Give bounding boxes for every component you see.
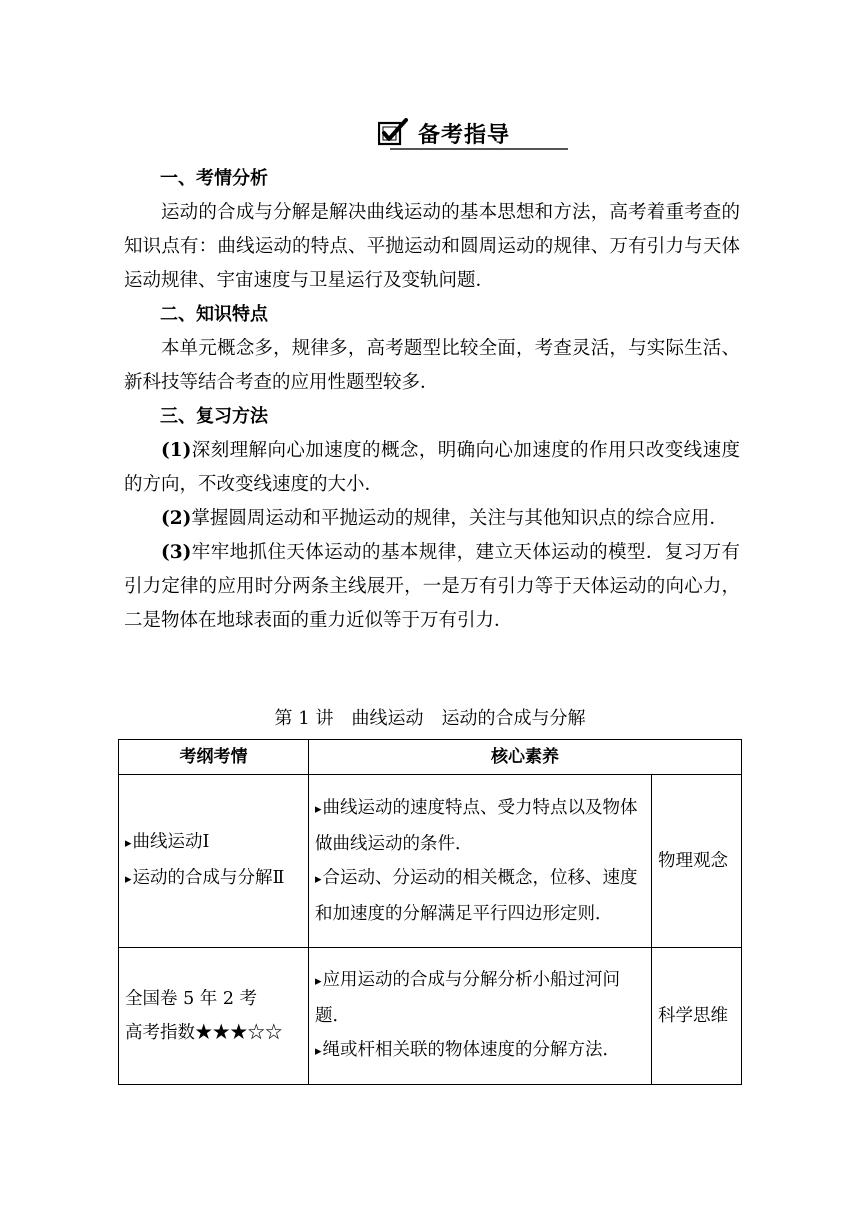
row-content-cell [309,775,652,948]
section-heading: 二、知识特点 [160,304,268,325]
guide-body [124,162,740,638]
syllabus-table [118,739,742,1085]
method-item-text: 掌握圆周运动和平抛运动的规律，关注与其他知识点的综合应用． [191,508,728,529]
exam-count: 全国卷 5 年 2 考 [125,989,258,1009]
method-item [124,502,740,536]
bullet-item: ▸ 合运动、分运动的相关概念，位移、速度和加速度的分解满足平行四边形定则． [315,861,645,931]
section-heading: 一、考情分析 [160,168,268,189]
guide-banner [378,112,568,152]
row-content-cell [309,948,652,1085]
method-item [124,536,740,638]
table-row [119,948,742,1085]
banner-underline [390,148,568,150]
header-syllabus: 考纲考情 [119,740,309,775]
method-item-number: (2) [161,508,192,529]
bullet-item: ▸ 曲线运动的速度特点、受力特点以及物体做曲线运动的条件． [315,791,645,861]
method-item [124,434,740,502]
row-literacy-cell: 物理观念 [652,775,742,948]
section-paragraph: 本单元概念多，规律多，高考题型比较全面，考查灵活，与实际生活、新科技等结合考查的应用性题型较多． [124,338,740,393]
row-syllabus-cell [119,948,309,1085]
table-title: 第 1 讲 曲线运动 运动的合成与分解 [274,708,586,729]
bullet-item: ▸ 应用运动的合成与分解分析小船过河问题． [315,963,645,1033]
row-literacy-cell: 科学思维 [652,948,742,1085]
section-heading: 三、复习方法 [160,406,268,427]
bullet-item: ▸ 曲线运动Ⅰ [125,825,302,861]
table-row [119,775,742,948]
banner-title: 备考指导 [418,123,511,148]
table-header-row [119,740,742,775]
section-paragraph: 运动的合成与分解是解决曲线运动的基本思想和方法，高考着重考查的知识点有：曲线运动的特点、平抛运动和圆周运动的规律、万有引力与天体运动规律、宇宙速度与卫星运行及变轨问题． [124,202,740,291]
header-core-literacy: 核心素养 [309,740,742,775]
method-item-number: (1) [161,440,192,461]
bullet-item: ▸ 绳或杆相关联的物体速度的分解方法． [315,1033,645,1069]
row-syllabus-cell [119,775,309,948]
checkbox-check-icon [378,118,408,146]
method-item-text: 牢牢地抓住天体运动的基本规律，建立天体运动的模型．复习万有引力定律的应用时分两条主线展开，一是万有引力等于天体运动的向心力，二是物体在地球表面的重力近似等于万有引力． [124,542,740,631]
method-item-number: (3) [161,542,192,563]
method-item-text: 深刻理解向心加速度的概念，明确向心加速度的作用只改变线速度的方向，不改变线速度的大小． [124,440,740,495]
bullet-item: ▸ 运动的合成与分解Ⅱ [125,861,302,897]
exam-index: 高考指数★★★☆☆ [125,1023,283,1043]
